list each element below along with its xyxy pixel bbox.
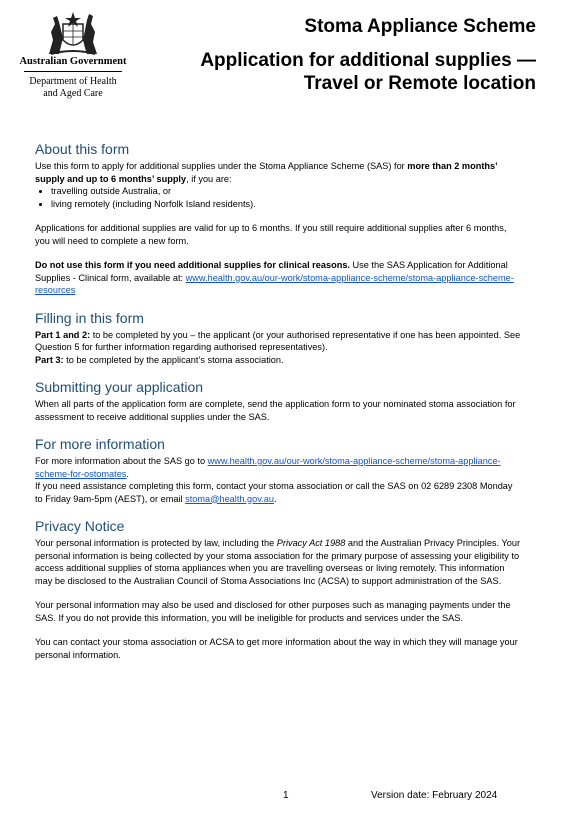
filling-part1-2: [35, 329, 521, 354]
submitting-text: When all parts of the application form are complete, send the application form to your nominated stoma association for assessment to receive additional supplies under the SAS.: [35, 399, 516, 422]
about-intro: [35, 160, 521, 185]
list-item: • living remotely (including Norfolk Island residents).: [51, 198, 521, 211]
about-validity: Applications for additional supplies are valid for up to 6 months. If you still require additional supplies after 6 months, you will need to complete a new form.: [35, 223, 507, 246]
form-content: [35, 140, 521, 661]
scheme-name: Stoma Appliance Scheme: [304, 16, 536, 37]
part1-2-text: to be completed by you – the applicant (or your authorised representative if one has been appointed. See Question 5 for further information regarding authorised representatives).: [35, 329, 521, 352]
more-info-sas-text: For more information about the SAS go to: [35, 456, 208, 466]
version-date: Version date: February 2024: [371, 790, 498, 801]
coat-of-arms-icon: [43, 10, 103, 56]
more-info-sas-end: .: [126, 468, 129, 479]
more-info-contact: [35, 480, 521, 505]
privacy-p2: Your personal information may also be used and disclosed for other purposes such as managing payments under the SAS. If you do not provide this information, you will be ineligible for products and services under the SAS.: [35, 600, 511, 623]
part3-label: Part 3:: [35, 354, 64, 365]
form-title-line2: Travel or Remote location: [303, 73, 536, 94]
about-heading: About this form: [35, 141, 130, 157]
clinical-note-bold: Do not use this form if you need additional supplies for clinical reasons.: [35, 260, 350, 270]
about-intro-bold: more than 2 months’ supply and up to 6 months’ supply: [35, 161, 498, 184]
privacy-p3: You can contact your stoma association or ACSA to get more information about the way in which they will manage your personal information.: [35, 637, 518, 660]
more-info-contact-text: If you need assistance completing this form, contact your stoma association or call the SAS on 02 6289 2308 Monday to Friday 9am-5pm (AEST), or email: [35, 481, 513, 504]
part3-text: to be completed by the applicant’s stoma association.: [63, 354, 284, 365]
more-info-heading: For more information: [35, 436, 165, 452]
privacy-p1-text: Your personal information is protected by law, including the: [35, 538, 277, 548]
government-logo: [14, 10, 132, 100]
resources-link[interactable]: www.health.gov.au/our-work/stoma-appliance-scheme/stoma-appliance-scheme-resources: [35, 272, 514, 295]
more-info-contact-end: .: [273, 493, 277, 504]
about-intro-end: , if you are:: [186, 173, 232, 184]
privacy-p1-rest: and the Australian Privacy Principles. Your personal information is being collected by your stoma association for the primary purpose of assessing your eligibility to access additional supplies of stoma appliances when you are travelling overseas or living remotely. This information may be disclosed to the Australian Council of Stoma Associations Inc (ACSA) to support administration of the SAS.: [35, 538, 521, 586]
filling-part3: [35, 354, 521, 367]
filling-heading: Filling in this form: [35, 309, 144, 326]
form-title: [200, 49, 536, 95]
privacy-act-name: Privacy Act 1988: [276, 538, 346, 548]
privacy-heading: Privacy Notice: [35, 518, 125, 534]
part1-2-label: Part 1 and 2:: [35, 329, 91, 340]
about-bullet-list: [35, 185, 521, 210]
list-item: • travelling outside Australia, or: [51, 185, 521, 198]
logo-department-line2: and Aged Care: [43, 88, 103, 99]
clinical-note-text: Use the SAS Application for Additional Supplies - Clinical form, available at:: [35, 260, 508, 283]
privacy-p1: [35, 537, 521, 587]
about-clinical-note: [35, 259, 521, 297]
logo-department-line1: Department of Health: [29, 76, 117, 87]
email-link[interactable]: stoma@health.gov.au: [185, 493, 274, 504]
ostomates-link[interactable]: www.health.gov.au/our-work/stoma-appliance-scheme/stoma-appliance-scheme-for-ostomates: [35, 456, 501, 479]
logo-divider: [24, 71, 122, 72]
more-info-sas: [35, 455, 521, 480]
page-number: 1: [283, 790, 289, 801]
form-title-line1: Application for additional supplies —: [200, 50, 536, 71]
logo-government-text: Australian Government: [19, 56, 127, 67]
about-intro-text: Use this form to apply for additional supplies under the Stoma Appliance Scheme (SAS) for: [35, 161, 408, 171]
submitting-heading: Submitting your application: [35, 379, 204, 395]
